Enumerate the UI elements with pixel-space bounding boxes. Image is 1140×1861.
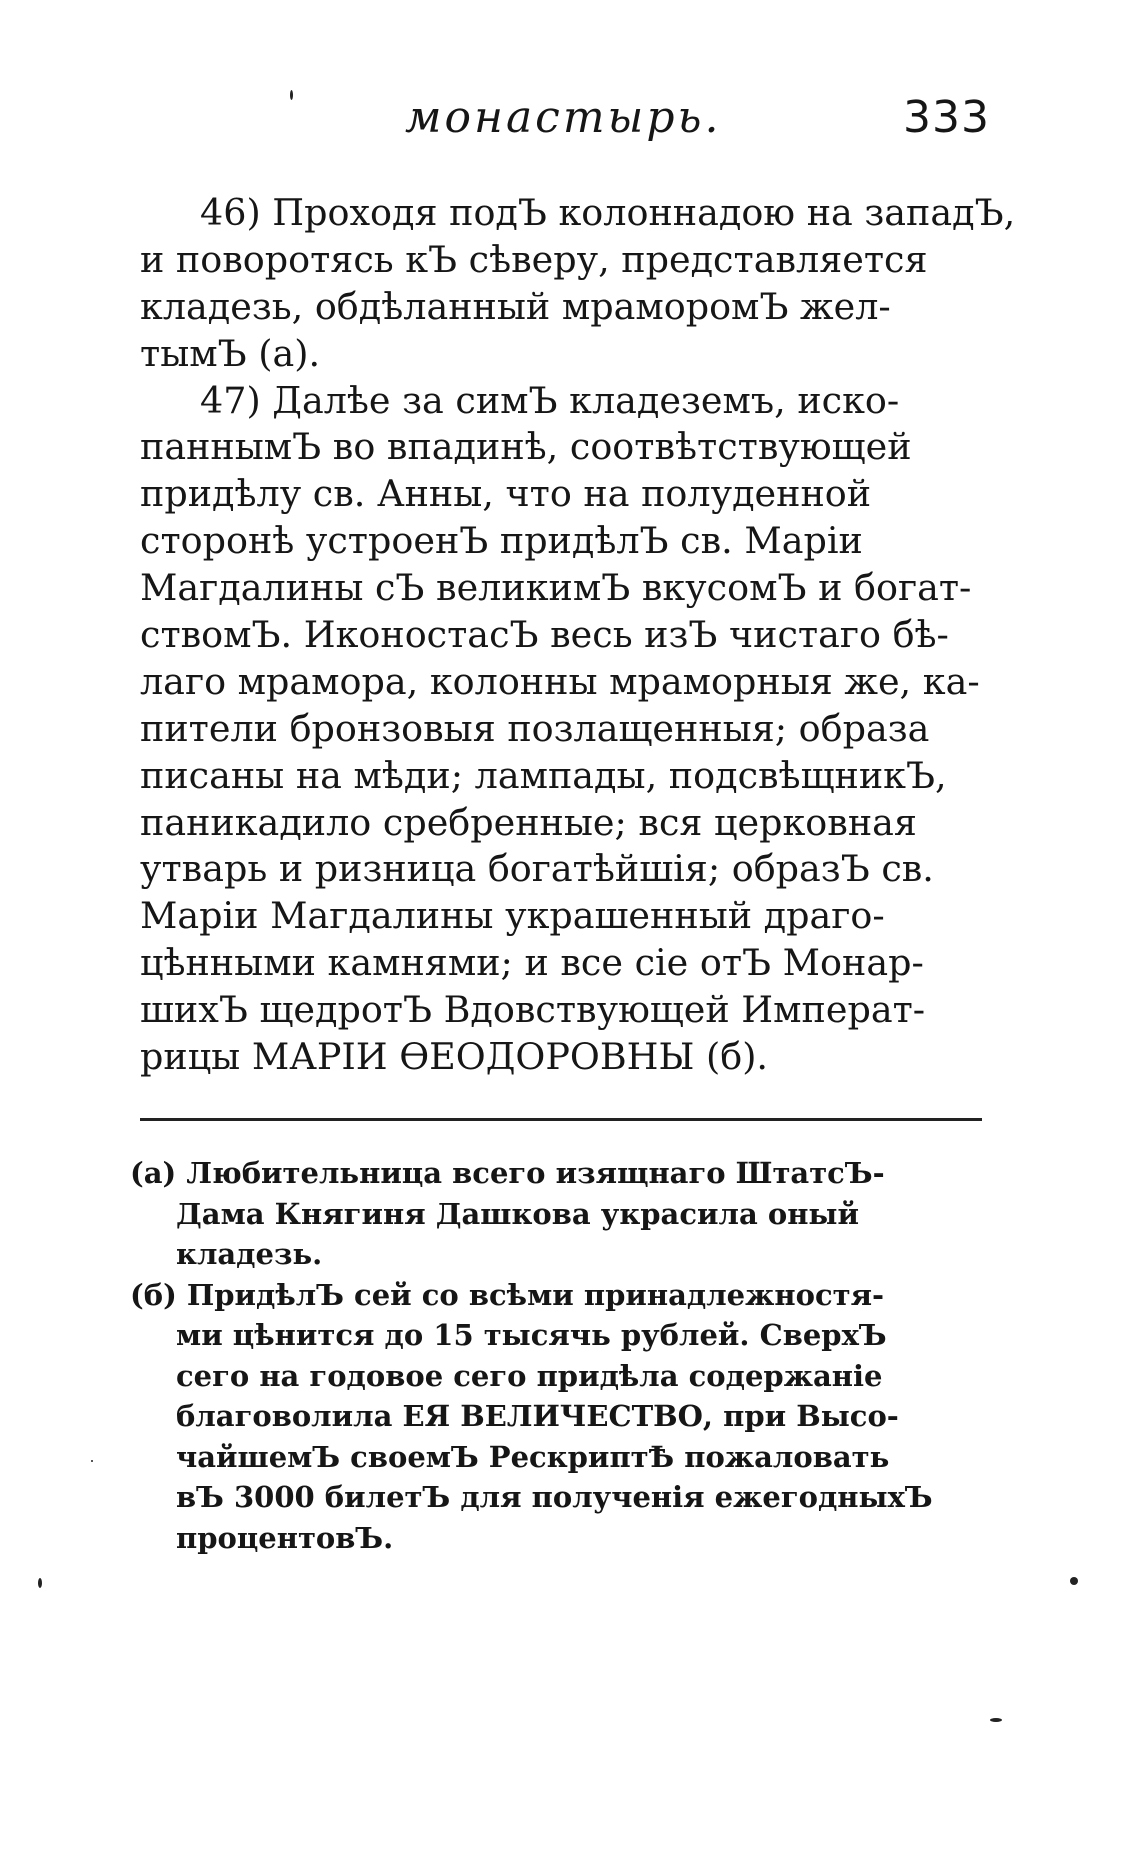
- text-line: Магдалины сЪ великимЪ вкусомЪ и богат-: [140, 566, 972, 610]
- text-line: утварь и ризница богатѣйшія; образЪ св.: [140, 847, 934, 891]
- footnote-line: процентовЪ.: [176, 1520, 394, 1555]
- text-line: 46) Проходя подЪ колоннадою на западЪ,: [200, 191, 1016, 234]
- text-line: шихЪ щедротЪ Вдовствующей Императ-: [140, 988, 926, 1032]
- footnote-line: вЪ 3000 билетЪ для полученія ежегодныхЪ: [176, 1480, 933, 1514]
- text-line: паннымЪ во впадинѣ, соотвѣтствующей: [140, 425, 912, 469]
- footnote-divider: [140, 1118, 982, 1121]
- ink-speck: [1070, 1577, 1078, 1585]
- page-number: 333: [903, 92, 990, 143]
- footnote-line: благоволила ЕЯ ВЕЛИЧЕСТВО, при Высо-: [176, 1399, 899, 1433]
- ink-speck: [990, 1718, 1002, 1722]
- text-line: ствомЪ. ИконостасЪ весь изЪ чистаго бѣ-: [140, 613, 949, 657]
- text-line: тымЪ (а).: [140, 331, 321, 375]
- ink-speck: [91, 1460, 93, 1462]
- text-line: рицы МАРІИ ѲЕОДОРОВНЫ (б).: [140, 1035, 769, 1079]
- footnote-line: (б) ПридѣлЪ сей со всѣми принадлежностя-: [130, 1277, 885, 1312]
- footnote-line: (а) Любительница всего изящнаго ШтатсЪ-: [130, 1156, 885, 1190]
- text-line: и поворотясь кЪ сѣверу, представляется: [140, 237, 928, 281]
- footnote-line: кладезь.: [176, 1237, 323, 1271]
- footnote-line: сего на годовое сего придѣла содержаніе: [176, 1358, 883, 1393]
- text-line: цѣнными камнями; и все сіе отЪ Монар-: [140, 941, 924, 985]
- footnote-line: чайшемЪ своемЪ РескриптѢ пожаловать: [176, 1439, 890, 1474]
- text-line: писаны на мѣди; лампады, подсвѣщникЪ,: [140, 753, 947, 797]
- text-line: лаго мрамора, колонны мраморныя же, ка-: [140, 659, 980, 703]
- text-line: паникадило сребренные; вся церковная: [140, 800, 917, 844]
- footnotes: [130, 1153, 982, 1558]
- footnote-line: Дама Княгиня Дашкова украсила оный: [176, 1196, 860, 1231]
- text-line: сторонѣ устроенЪ придѣлЪ св. Маріи: [140, 519, 863, 563]
- text-line: 47) Далѣе за симЪ кладеземъ, иско-: [200, 378, 900, 422]
- text-line: кладезь, обдѣланный мраморомЪ жел-: [140, 284, 891, 328]
- ink-speck: [38, 1578, 42, 1588]
- ink-speck: [290, 90, 293, 100]
- footnote-line: ми цѣнится до 15 тысячь рублей. СверхЪ: [176, 1318, 887, 1352]
- running-title: монастырь.: [405, 92, 722, 143]
- text-line: придѣлу св. Анны, что на полуденной: [140, 472, 872, 516]
- text-line: пители бронзовыя позлащенныя; образа: [140, 706, 930, 750]
- text-line: Маріи Магдалины украшенный драго-: [140, 894, 885, 938]
- main-text: [140, 190, 1016, 1081]
- page-header: [130, 92, 990, 156]
